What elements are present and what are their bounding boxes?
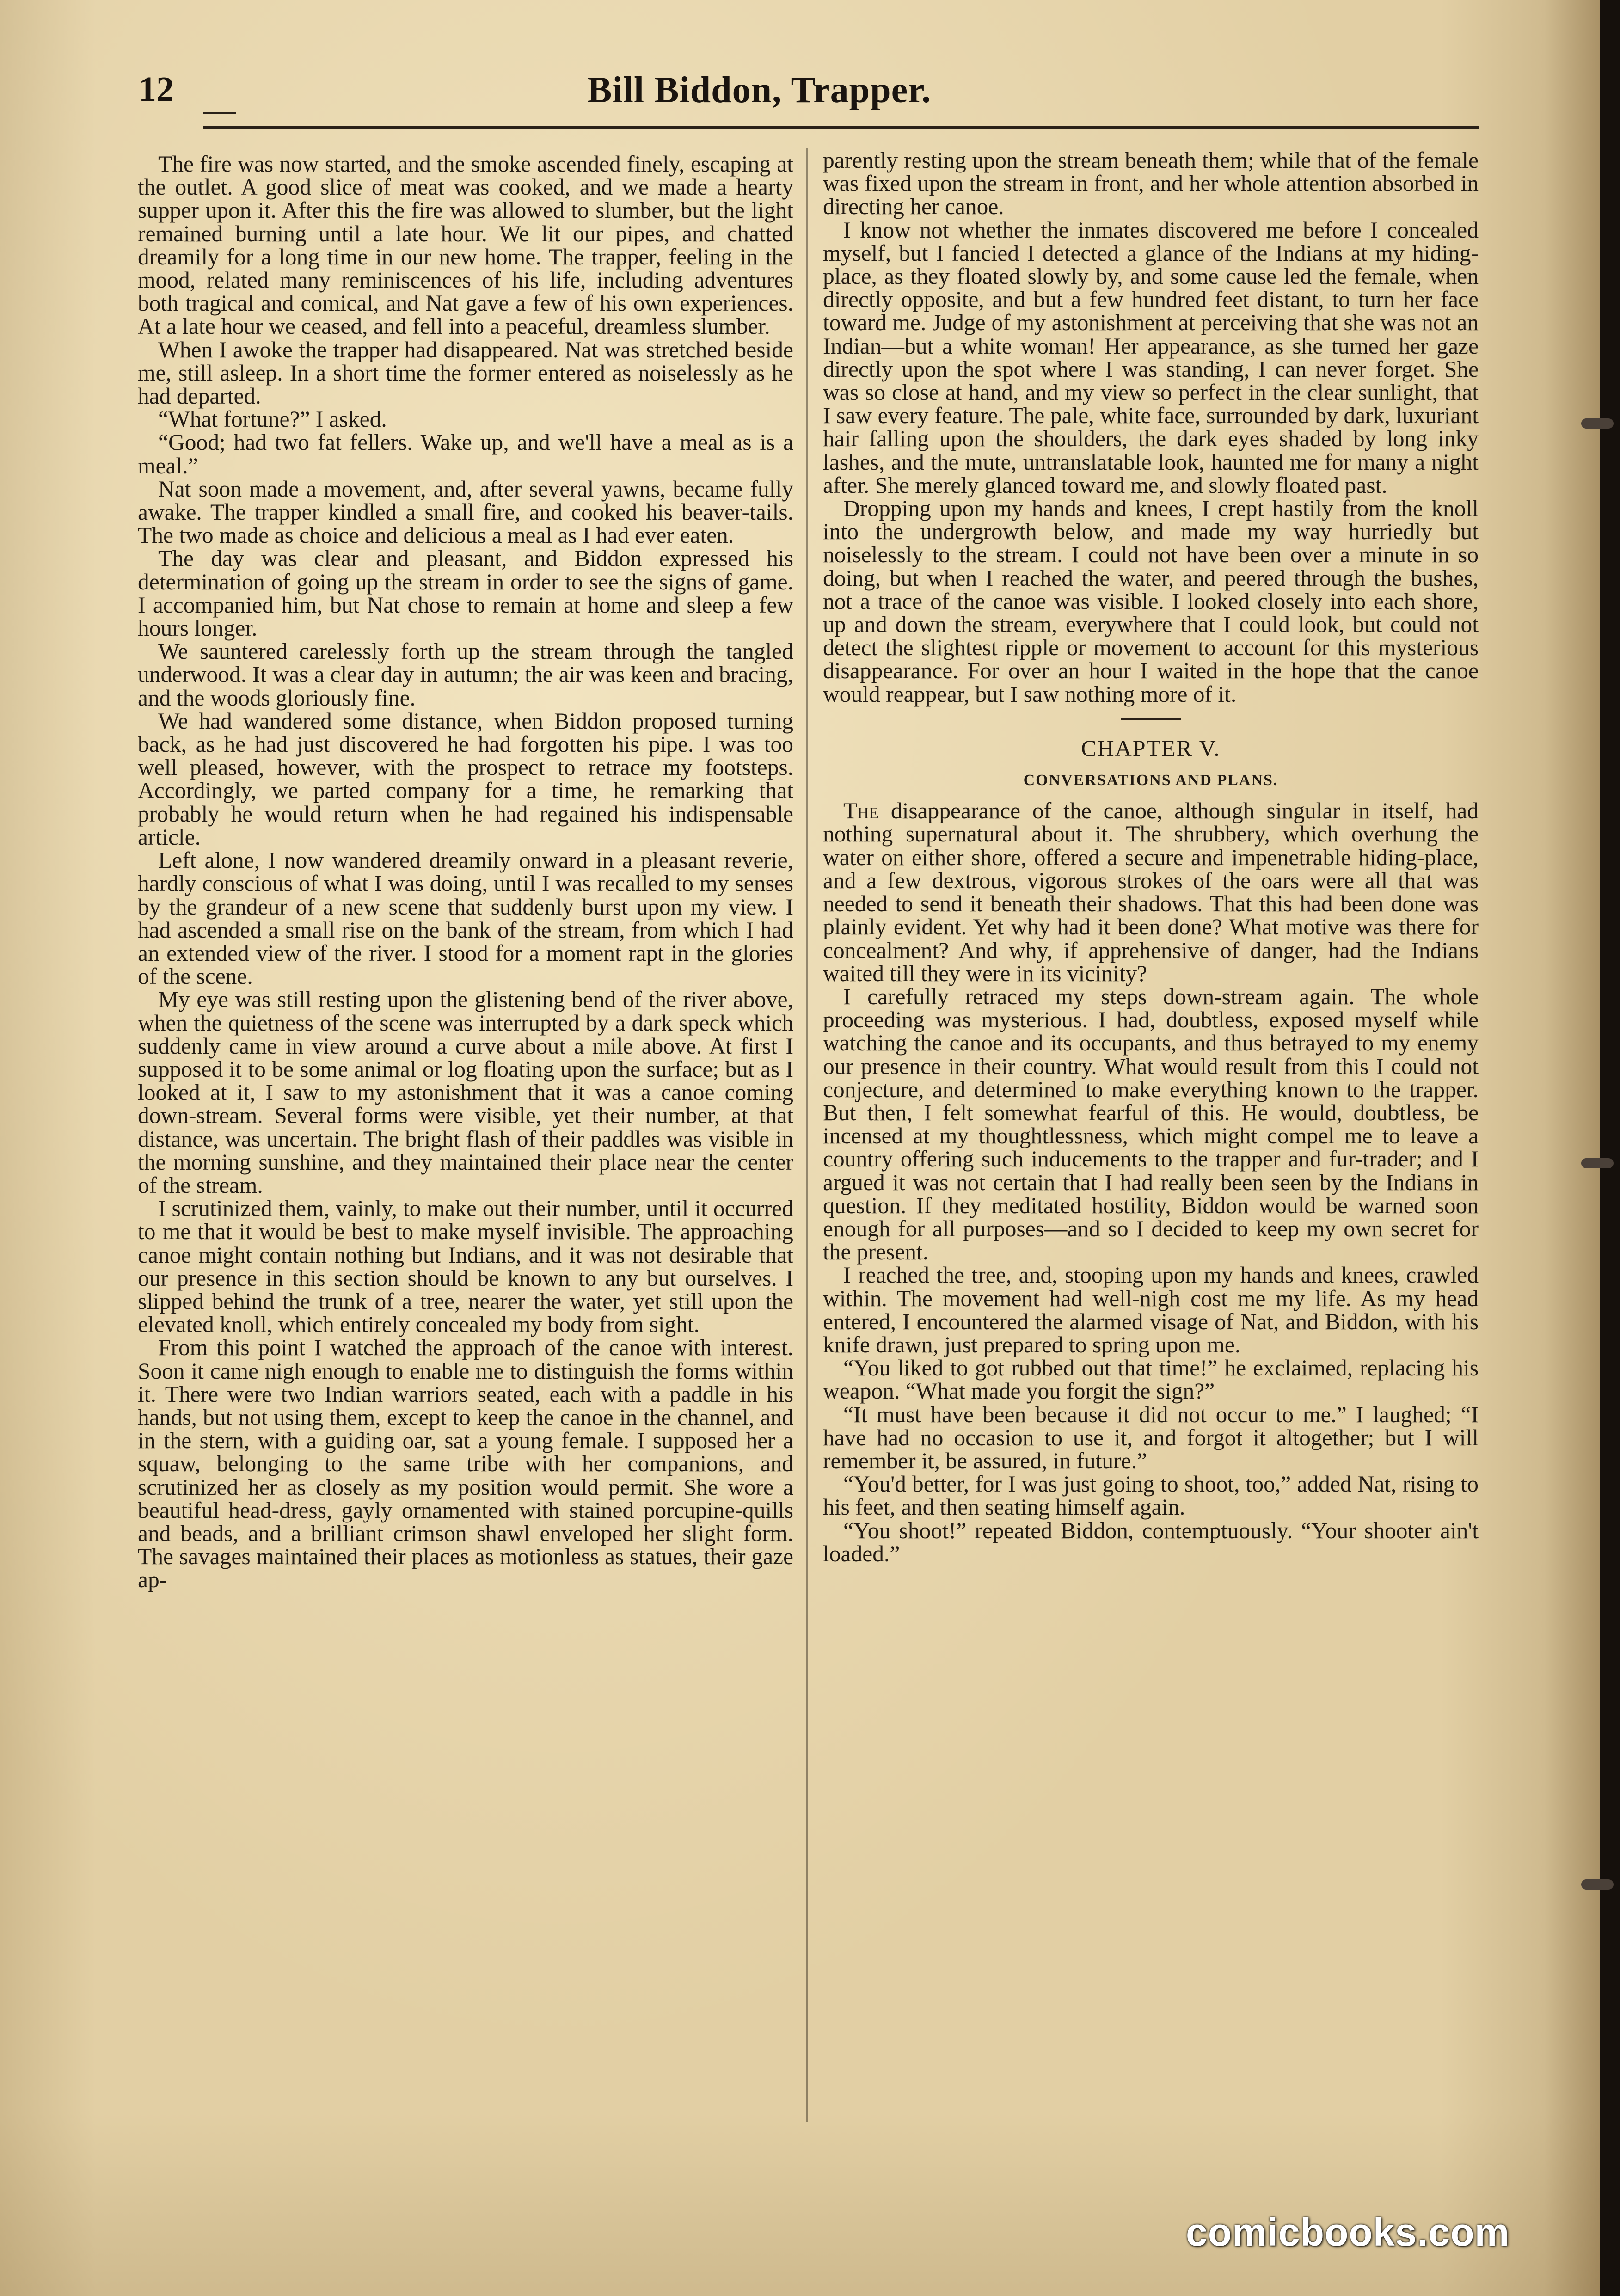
paragraph: We sauntered carelessly forth up the stream through the tangled underwood. It was a clear day in autumn; the air was keen and bracing, and the woods gloriously fine. [138, 638, 793, 711]
staple-icon [1581, 1158, 1614, 1168]
paragraph: Nat soon made a movement, and, after several yawns, became fully awake. The trapper kindled a small fire, and cooked his beaver-tails. The two made as choice and delicious a meal as I had ever eaten. [138, 476, 793, 548]
paragraph: The fire was now started, and the smoke ascended finely, escaping at the outlet. A good slice of meat was cooked, and we made a hearty supper upon it. After this the fire was allowed to slumber, but the light remained burning until a late hour. We lit our pipes, and chatted dreamily for a long time in our new home. The trapper, feeling in the mood, related many reminiscences of his life, including adventures both tragical and comical, and Nat gave a few of his own experiences. At a late hour we ceased, and fell into a peaceful, dreamless slumber. [138, 151, 793, 339]
watermark: comicbooks.com [1186, 2210, 1510, 2254]
paragraph: I reached the tree, and, stooping upon my hands and knees, crawled within. The movement had well-nigh cost me my life. As my head entered, I encountered the alarmed visage of Nat, and Biddon, with his knife drawn, just prepared to spring upon me. [823, 1262, 1479, 1357]
paragraph: When I awoke the trapper had disappeared. Nat was stretched beside me, still asleep. In a short time the former entered as noiselessly as he had departed. [138, 337, 793, 409]
paragraph: I scrutinized them, vainly, to make out their number, until it occurred to me that it would be best to make myself invisible. The approaching canoe might contain nothing but Indians, and it was not desirable that our presence in this section should be known to any but ourselves. I slipped behind the trunk of a tree, nearer the water, yet still upon the elevated knoll, which entirely concealed my body from sight. [138, 1196, 793, 1338]
paragraph: Dropping upon my hands and knees, I crept hastily from the knoll into the undergrowth below, and made my way hurriedly but noiselessly to the stream. I could not have been over a minute in so doing, but when I reached the water, and peered through the bushes, not a trace of the canoe was visible. I looked closely into each shore, up and down the stream, everywhere that I could look, but could not detect the slightest ripple or movement to account for this mysterious disappearance. For over an hour I waited in the hope that the canoe would reappear, but I saw nothing more of it. [823, 496, 1479, 707]
paragraph: The day was clear and pleasant, and Biddon expressed his determination of going up the stream in order to see the signs of game. I accompanied him, but Nat chose to remain at home and sleep a few hours longer. [138, 546, 793, 641]
staple-icon [1581, 1879, 1614, 1890]
page-edge-shadow [1544, 0, 1600, 2296]
paragraph: “You shoot!” repeated Biddon, contemptuously. “Your shooter ain't loaded.” [823, 1517, 1479, 1566]
chapter-subtitle: CONVERSATIONS AND PLANS. [1023, 772, 1278, 789]
right-column [823, 149, 1479, 1565]
paragraph: I carefully retraced my steps down-stream again. The whole proceeding was mysterious. I had, doubtless, exposed myself while watching the canoe and its occupants, and thus betrayed to my enemy our presence in their country. What would result from this I could not conjecture, and determined to make everything known to the trapper. But then, I felt somewhat fearful of this. He would, doubtless, be incensed at my thoughtlessness, which might compel me to leave a country offering such inducements to the trapper and fur-trader; and I argued it was not certain that I had really been seen by the Indians in question. If they meditated hostility, Biddon would be warned soon enough for all purposes—and so I decided to keep my own secret for the present. [823, 983, 1479, 1265]
paragraph: From this point I watched the approach of the canoe with interest. Soon it came nigh enough to enable me to distinguish the forms within it. There were two Indian warriors seated, each with a paddle in his hands, but not using them, except to keep the canoe in the channel, and in the stern, with a guiding oar, sat a young female. I supposed her a squaw, belonging to the same tribe with her companions, and scrutinized her as closely as my position would permit. She wore a beautiful head-dress, gayly ornamented with stained porcupine-quills and beads, and a brilliant crimson shawl enveloped her slight form. The savages maintained their places as motionless as statues, their gaze ap- [138, 1335, 793, 1593]
column-divider [806, 148, 808, 2122]
chapter-title: CHAPTER V. [1081, 735, 1221, 761]
paragraph: “You'd better, for I was just going to shoot, too,” added Nat, rising to his feet, and then seating himself again. [823, 1471, 1479, 1520]
paragraph: We had wandered some distance, when Biddon proposed turning back, as he had just discovered he had forgotten his pipe. I was too well pleased, however, with the prospect to retrace my footsteps. Accordingly, we parted company for a time, he remarking that probably he would return when he had regained his indispensable article. [138, 708, 793, 850]
paragraph: “You liked to got rubbed out that time!” he exclaimed, replacing his weapon. “What made you forgit the sign?” [823, 1355, 1479, 1404]
paragraph: My eye was still resting upon the glistening bend of the river above, when the quietness of the scene was interrupted by a dark speck which suddenly came in view around a curve about a mile above. At first I supposed it to be some animal or log floating upon the surface; but as I looked at it, I saw to my astonishment that it was a canoe coming down-stream. Several forms were visible, yet their number, at that distance, was uncertain. The bright flash of their paddles was visible in the morning sunshine, and they maintained their place near the center of the stream. [138, 987, 793, 1198]
header-rule-tick [203, 112, 236, 114]
paragraph: parently resting upon the stream beneath them; while that of the female was fixed upon the stream in front, and her whole attention absorbed in directing her canoe. [823, 147, 1479, 220]
binding-spine [1600, 0, 1620, 2296]
paragraph: “What fortune?” I asked. [158, 406, 387, 432]
staple-icon [1581, 418, 1614, 429]
chapter-first-word: The [843, 798, 879, 824]
chapter-opening-text: disappearance of the canoe, although singular in itself, had nothing supernatural about it. The shrubbery, which overhung the water on either shore, offered a secure and impenetrable hiding-place, and a few dextrous, vigorous strokes of the oars were all that was needed to send it beneath their shadows. That this had been done was plainly evident. Yet why had it been done? What motive was there for concealment? And why, if apprehensive of danger, had the Indians waited till they were in its vicinity? [823, 798, 1479, 986]
paragraph: Left alone, I now wandered dreamily onward in a pleasant reverie, hardly conscious of what I was doing, until I was recalled to my senses by the grandeur of a new scene that suddenly burst upon my view. I had ascended a small rise on the bank of the stream, from which I had an extended view of the river. I stood for a moment rapt in the glories of the scene. [138, 847, 793, 989]
running-title: Bill Biddon, Trapper. [587, 70, 932, 111]
chapter-opening-paragraph [823, 799, 1479, 985]
left-column [138, 153, 793, 1592]
paragraph: “It must have been because it did not occur to me.” I laughed; “I have had no occasion to use it, and forgot it altogether; but I will remember it, be assured, in future.” [823, 1401, 1479, 1473]
header-rule [203, 126, 1479, 129]
chapter-rule [1121, 718, 1181, 720]
page-number: 12 [139, 70, 174, 109]
paragraph: I know not whether the inmates discovered me before I concealed myself, but I fancied I detected a glance of the Indians at my hiding-place, as they floated slowly by, and some cause led the female, when directly opposite, and but a few hundred feet distant, to turn her face toward me. Judge of my astonishment at perceiving that she was not an Indian—but a white woman! Her appearance, as she turned her gaze directly upon the spot where I was standing, I can never forget. She was so close at hand, and my view so perfect in the clear sunlight, that I saw every feature. The pale, white face, surrounded by dark, luxuriant hair falling upon the shoulders, the dark eyes shaded by long inky lashes, and the mute, untranslatable look, haunted me for many a night after. She merely glanced toward me, and slowly floated past. [823, 217, 1479, 498]
paragraph: “Good; had two fat fellers. Wake up, and we'll have a meal as is a meal.” [138, 430, 793, 479]
